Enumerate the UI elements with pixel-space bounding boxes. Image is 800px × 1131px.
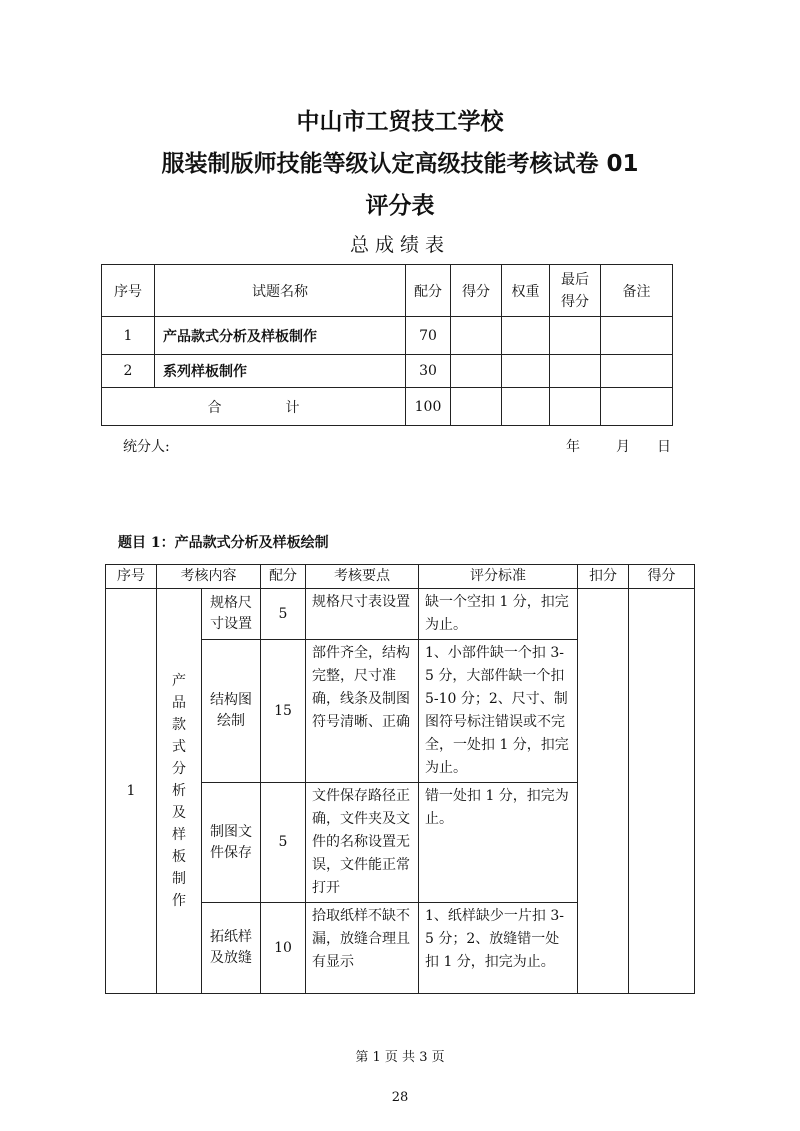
row-remark [601, 355, 673, 388]
item-name: 制图文件保存 [202, 783, 261, 903]
summary-title: 总成绩表 [349, 234, 450, 256]
table-row [102, 355, 673, 388]
item-name: 结构图绘制 [202, 640, 261, 783]
header-score: 配分 [261, 565, 306, 589]
page-number: 28 [391, 1090, 409, 1105]
date-year: 年 [566, 439, 580, 455]
total-earned [451, 388, 502, 426]
item-criteria: 1、小部件缺一个扣 3-5 分，大部件缺一个扣 5-10 分；2、尺寸、制图符号标注错误或不完全，一处扣 1 分，扣完为止。 [419, 640, 578, 783]
header-deduct: 扣分 [578, 565, 629, 589]
item-points: 文件保存路径正确，文件夹及文件的名称设置无误，文件能正常打开 [306, 783, 419, 903]
item-name: 拓纸样及放缝 [202, 903, 261, 994]
total-label-2: 计 [285, 399, 300, 416]
total-row [102, 388, 673, 426]
total-remark [601, 388, 673, 426]
item-score: 5 [261, 783, 306, 903]
row-name: 系列样板制作 [155, 355, 406, 388]
header-no: 序号 [106, 565, 157, 589]
deduct-cell [578, 589, 629, 994]
category-name: 产品款式分析及样板制作 [172, 673, 186, 909]
item-criteria: 错一处扣 1 分，扣完为止。 [419, 783, 578, 903]
page-info: 第 1 页 共 3 页 [355, 1050, 445, 1065]
header-earned: 得分 [451, 265, 502, 317]
row-weight [502, 317, 550, 355]
row-earned [451, 355, 502, 388]
total-label [102, 388, 406, 426]
header-weight: 权重 [502, 265, 550, 317]
item-criteria: 1、纸样缺少一片扣 3-5 分；2、放缝错一处扣 1 分，扣完为止。 [419, 903, 578, 994]
date-month: 月 [616, 439, 630, 455]
row-final [550, 317, 601, 355]
item-points: 部件齐全，结构完整，尺寸准确，线条及制图符号清晰、正确 [306, 640, 419, 783]
item-points: 规格尺寸表设置 [306, 589, 419, 640]
item-points: 拾取纸样不缺不漏，放缝合理且有显示 [306, 903, 419, 994]
category-cell [157, 589, 202, 994]
row-final [550, 355, 601, 388]
item-name: 规格尺寸设置 [202, 589, 261, 640]
row-earned [451, 317, 502, 355]
section-title: 题目 1：产品款式分析及样板绘制 [118, 535, 329, 551]
summary-table [101, 264, 673, 426]
earned-cell [629, 589, 695, 994]
table-row [102, 317, 673, 355]
header-final [550, 265, 601, 317]
row-no: 2 [102, 355, 155, 388]
header-earned: 得分 [629, 565, 695, 589]
item-score: 10 [261, 903, 306, 994]
table-row [106, 589, 695, 640]
total-label-1: 合 [207, 399, 222, 416]
school-name: 中山市工贸技工学校 [296, 109, 504, 135]
row-score: 70 [406, 317, 451, 355]
row-remark [601, 317, 673, 355]
row-score: 30 [406, 355, 451, 388]
item-score: 5 [261, 589, 306, 640]
date-day: 日 [657, 439, 671, 455]
total-weight [502, 388, 550, 426]
header-content: 考核内容 [157, 565, 261, 589]
header-points: 考核要点 [306, 565, 419, 589]
scoring-table [105, 564, 695, 994]
form-title: 评分表 [365, 193, 435, 219]
row-name: 产品款式分析及样板制作 [155, 317, 406, 355]
header-final-line2: 得分 [561, 293, 589, 310]
header-score: 配分 [406, 265, 451, 317]
total-score: 100 [406, 388, 451, 426]
item-no: 1 [106, 589, 157, 994]
scorer-label: 统分人: [123, 439, 170, 455]
row-no: 1 [102, 317, 155, 355]
total-final [550, 388, 601, 426]
header-name: 试题名称 [155, 265, 406, 317]
row-weight [502, 355, 550, 388]
header-remark: 备注 [601, 265, 673, 317]
header-criteria: 评分标准 [419, 565, 578, 589]
header-final-line1: 最后 [561, 271, 589, 288]
header-no: 序号 [102, 265, 155, 317]
item-criteria: 缺一个空扣 1 分，扣完为止。 [419, 589, 578, 640]
exam-title: 服装制版师技能等级认定高级技能考核试卷 01 [161, 151, 639, 177]
item-score: 15 [261, 640, 306, 783]
